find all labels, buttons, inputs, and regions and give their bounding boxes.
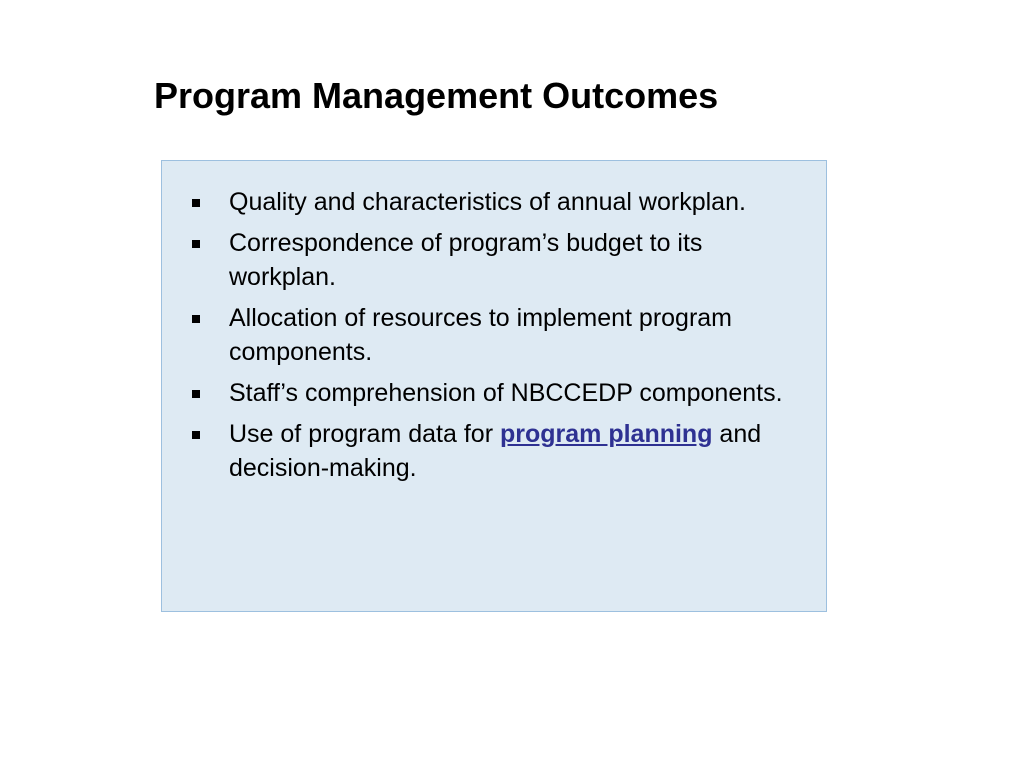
bullet-item-resource-allocation — [190, 301, 810, 369]
bullet-text: Staff’s comprehension of NBCCEDP components. — [229, 379, 783, 407]
bullet-text-after-link: and decision-making. — [229, 420, 762, 482]
bullet-item-workplan-quality — [190, 185, 810, 219]
bullet-item-budget-correspondence — [190, 226, 810, 294]
bullet-item-program-data — [190, 417, 810, 485]
square-bullet-icon — [192, 315, 200, 323]
square-bullet-icon — [192, 240, 200, 248]
bullet-text-before-link: Use of program data for — [229, 420, 500, 448]
bullet-text: Quality and characteristics of annual workplan. — [229, 188, 746, 216]
bullet-item-staff-comprehension — [190, 376, 810, 410]
bullet-text: Allocation of resources to implement program components. — [229, 304, 733, 366]
bullet-text: Correspondence of program’s budget to its workplan. — [229, 229, 703, 291]
square-bullet-icon — [192, 390, 200, 398]
bullet-list — [190, 185, 810, 492]
program-planning-link[interactable]: program planning — [499, 420, 713, 448]
square-bullet-icon — [192, 431, 200, 439]
slide-title: Program Management Outcomes — [154, 75, 719, 116]
content-box — [161, 160, 827, 612]
square-bullet-icon — [192, 199, 200, 207]
